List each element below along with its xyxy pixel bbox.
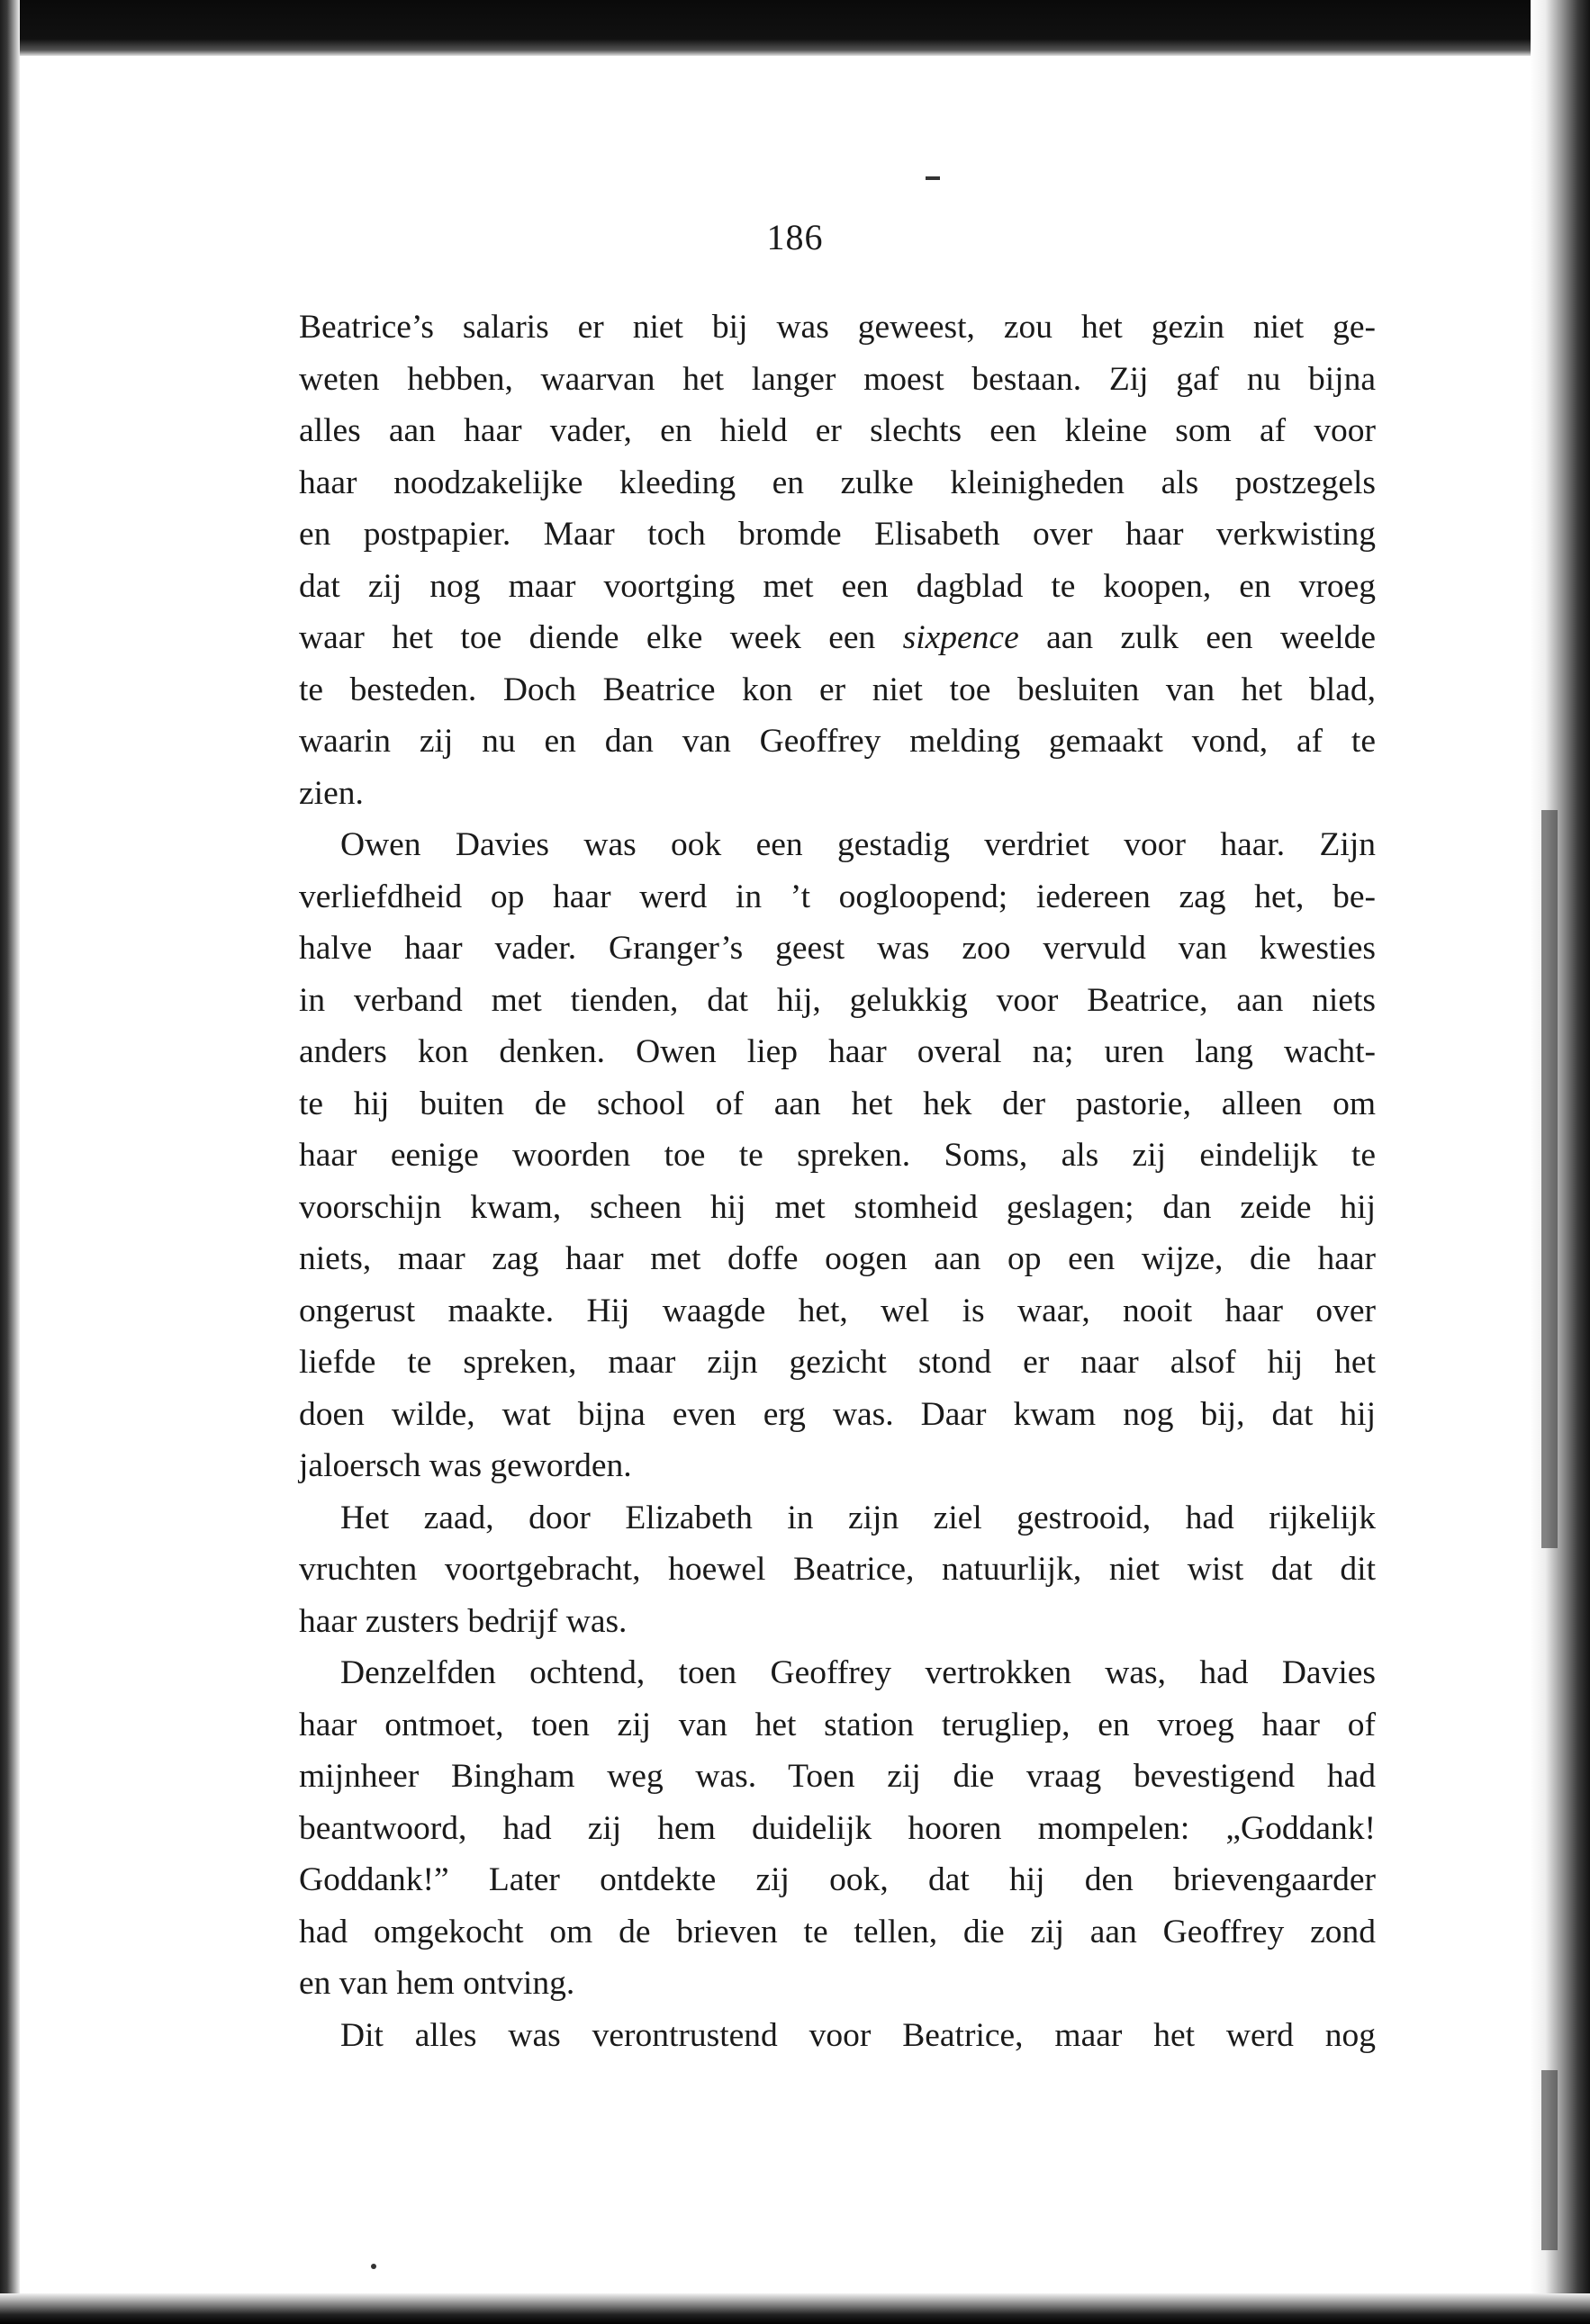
paragraph xyxy=(299,1647,1376,2010)
text-line: doen wilde, wat bijna even erg was. Daar kwam nog bij, dat hij xyxy=(299,1395,1376,1433)
text-line: en van hem ontving. xyxy=(299,1965,575,2002)
text-line: beantwoord, had zij hem duidelijk hooren mompelen: „Goddank! xyxy=(299,1809,1376,1847)
text-line: Goddank!” Later ontdekte zij ook, dat hij den brievengaarder xyxy=(299,1861,1376,1898)
paragraph xyxy=(299,2010,1376,2062)
text-line: zien. xyxy=(299,774,364,812)
text-line: haar noodzakelijke kleeding en zulke kleinigheden als postzegels xyxy=(299,464,1376,501)
text-line: dat zij nog maar voortging met een dagblad te koopen, en vroeg xyxy=(299,567,1376,605)
text-line: anders kon denken. Owen liep haar overal na; uren lang wacht- xyxy=(299,1033,1376,1070)
text-line: Dit alles was verontrustend voor Beatrice, maar het werd nog xyxy=(340,2016,1376,2054)
scan-edge-shadow xyxy=(1541,810,1558,1548)
paragraph xyxy=(299,1492,1376,1648)
text-line: liefde te spreken, maar zijn gezicht stond er naar alsof hij het xyxy=(299,1344,1376,1381)
text-line: voorschijn kwam, scheen hij met stomheid geslagen; dan zeide hij xyxy=(299,1188,1376,1226)
text-line: mijnheer Bingham weg was. Toen zij die vraag bevestigend had xyxy=(299,1758,1376,1795)
text-line: Het zaad, door Elizabeth in zijn ziel gestrooid, had rijkelijk xyxy=(340,1499,1376,1536)
text-line: jaloersch was geworden. xyxy=(299,1447,632,1484)
text-line: te besteden. Doch Beatrice kon er niet toe besluiten van het blad, xyxy=(299,671,1376,708)
page-number: 186 xyxy=(766,217,824,257)
text-line: halve haar vader. Granger’s geest was zoo vervuld van kwesties xyxy=(299,930,1376,967)
text-line: en postpapier. Maar toch bromde Elisabeth over haar verkwisting xyxy=(299,516,1376,553)
scan-mark xyxy=(926,176,940,180)
emphasized-word: sixpence xyxy=(902,619,1019,656)
scan-mark xyxy=(371,2264,376,2269)
text-line: alles aan haar vader, en hield er slechts een kleine som af voor xyxy=(299,412,1376,449)
scan-border-right xyxy=(1531,0,1590,2324)
text-line: Denzelfden ochtend, toen Geoffrey vertrokken was, had Davies xyxy=(340,1654,1376,1691)
scan-edge-shadow xyxy=(1541,2070,1558,2250)
text-line: haar zusters bedrijf was. xyxy=(299,1602,628,1640)
scan-border-bottom xyxy=(0,2293,1590,2324)
text-line: had omgekocht om de brieven te tellen, die zij aan Geoffrey zond xyxy=(299,1913,1376,1950)
text-line: verliefdheid op haar werd in ’t oogloopend; iedereen zag het, be- xyxy=(299,878,1376,915)
text-line: waar het toe diende elke week een sixpence aan zulk een weelde xyxy=(299,619,1377,656)
paragraph xyxy=(299,819,1376,1492)
text-line: ongerust maakte. Hij waagde het, wel is waar, nooit haar over xyxy=(299,1292,1376,1329)
text-line: Beatrice’s salaris er niet bij was geweest, zou het gezin niet ge- xyxy=(299,309,1376,346)
text-line: niets, maar zag haar met doffe oogen aan op een wijze, die haar xyxy=(299,1240,1376,1277)
text-line: haar ontmoet, toen zij van het station terugliep, en vroeg haar of xyxy=(299,1706,1376,1743)
body-text xyxy=(299,302,1376,2061)
text-line: weten hebben, waarvan het langer moest bestaan. Zij gaf nu bijna xyxy=(299,360,1376,398)
text-line: haar eenige woorden toe te spreken. Soms, als zij eindelijk te xyxy=(299,1137,1376,1174)
scan-border-top xyxy=(0,0,1590,56)
text-line: waarin zij nu en dan van Geoffrey melding gemaakt vond, af te xyxy=(299,723,1376,760)
text-line: in verband met tienden, dat hij, gelukkig voor Beatrice, aan niets xyxy=(299,981,1376,1019)
scan-border-left xyxy=(0,0,20,2324)
paragraph xyxy=(299,302,1376,819)
text-line: Owen Davies was ook een gestadig verdriet voor haar. Zijn xyxy=(340,826,1376,863)
text-line: vruchten voortgebracht, hoewel Beatrice, natuurlijk, niet wist dat dit xyxy=(299,1551,1376,1588)
text-line: te hij buiten de school of aan het hek der pastorie, alleen om xyxy=(299,1085,1376,1122)
